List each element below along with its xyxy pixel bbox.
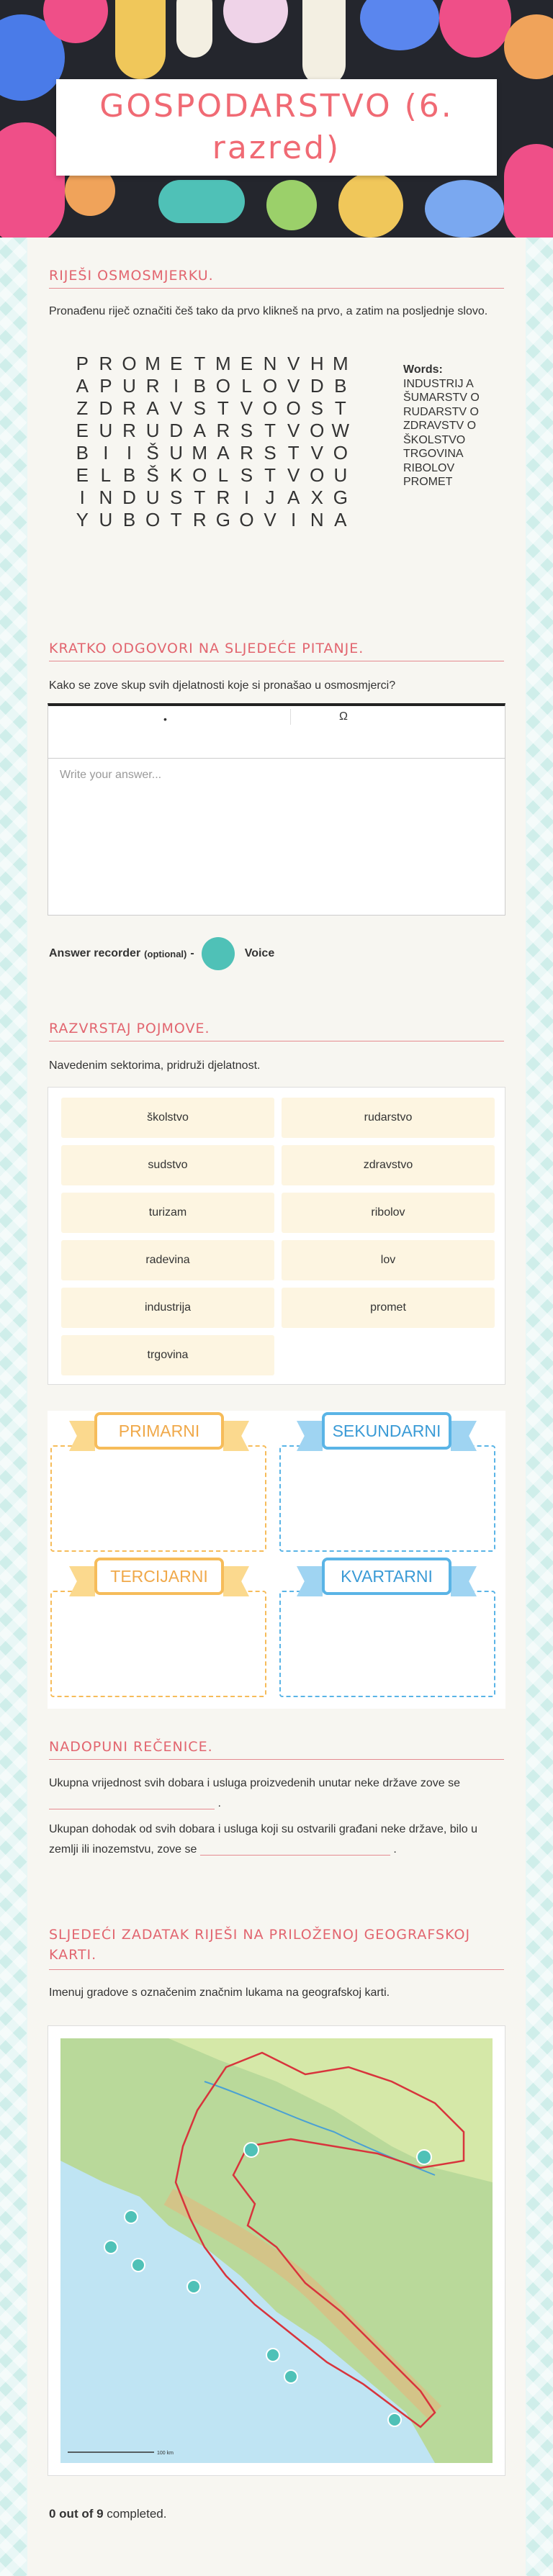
- dropzone-primarni[interactable]: [50, 1445, 266, 1552]
- decor-shape: [302, 0, 346, 86]
- ribbon-tail: [69, 1566, 95, 1596]
- scale-label: 100 km: [157, 2451, 174, 2456]
- grid-letter[interactable]: S: [264, 442, 276, 464]
- grid-letter[interactable]: B: [122, 464, 136, 486]
- grid-row: [71, 420, 352, 442]
- grid-letter[interactable]: V: [287, 464, 300, 486]
- fill-sentence-2: [49, 1820, 504, 1860]
- blank-input-1[interactable]: [49, 1797, 215, 1809]
- recorder-dash: -: [190, 947, 194, 959]
- decor-shape: [439, 0, 511, 58]
- grid-letter[interactable]: I: [79, 487, 85, 508]
- grid-letter[interactable]: T: [287, 442, 300, 464]
- grid-letter[interactable]: O: [310, 420, 325, 441]
- word-list-items: [403, 377, 482, 489]
- grid-letter[interactable]: O: [262, 375, 278, 397]
- grid-row: [71, 353, 352, 375]
- grid-letter[interactable]: M: [215, 353, 231, 374]
- draggable-chip[interactable]: zdravstvo: [282, 1145, 495, 1185]
- classify-instruction: Navedenim sektorima, pridruži djelatnost.: [49, 1059, 261, 1072]
- word-list-label: Words:: [403, 363, 443, 376]
- grid-letter[interactable]: O: [262, 397, 278, 419]
- grid-letter[interactable]: I: [243, 487, 250, 508]
- ribbon-primarni: [69, 1411, 249, 1451]
- section-title-fill-in: NADOPUNI REČENICE.: [49, 1739, 504, 1760]
- grid-letter[interactable]: U: [99, 509, 113, 530]
- port-marker[interactable]: [417, 2150, 431, 2164]
- grid-row: [71, 375, 352, 397]
- draggable-chip[interactable]: školstvo: [61, 1098, 274, 1138]
- port-marker[interactable]: [132, 2259, 145, 2272]
- grid-letter[interactable]: U: [145, 420, 160, 441]
- voice-record-button[interactable]: [202, 937, 235, 970]
- grid-letter[interactable]: T: [264, 464, 276, 486]
- chip-pool: [48, 1087, 505, 1385]
- grid-letter[interactable]: O: [122, 353, 137, 374]
- word-list-item: INDUSTRIJ A: [403, 377, 474, 390]
- grid-letter[interactable]: K: [170, 464, 183, 486]
- decor-shape: [0, 122, 65, 238]
- question-text: Kako se zove skup svih djelatnosti koje si pronašao u osmosmjerci?: [49, 679, 396, 692]
- grid-letter[interactable]: Y: [76, 509, 89, 530]
- grid-letter[interactable]: U: [333, 464, 348, 486]
- grid-letter[interactable]: S: [193, 397, 206, 419]
- draggable-chip[interactable]: trgovina: [61, 1335, 274, 1375]
- croatia-map: [60, 2038, 493, 2463]
- grid-letter[interactable]: R: [122, 420, 136, 441]
- grid-letter[interactable]: D: [169, 420, 184, 441]
- grid-letter[interactable]: B: [76, 442, 89, 464]
- port-marker[interactable]: [125, 2210, 138, 2223]
- word-list-item: ZDRAVSTV O: [403, 420, 477, 432]
- grid-letter[interactable]: T: [194, 487, 206, 508]
- sentence-text: Ukupan dohodak od svih dobara i usluga koji su ostvarili građani neke države, bilo u zemlji ili inozemstvu, zove se: [49, 1823, 478, 1856]
- grid-letter[interactable]: V: [240, 397, 253, 419]
- category-label: SEKUNDARNI: [322, 1412, 451, 1450]
- decor-shape: [266, 180, 317, 230]
- draggable-chip[interactable]: sudstvo: [61, 1145, 274, 1185]
- ribbon-tail: [451, 1421, 477, 1451]
- grid-letter[interactable]: T: [170, 509, 182, 530]
- grid-letter[interactable]: V: [287, 420, 300, 441]
- header-banner: [0, 0, 553, 238]
- grid-letter[interactable]: I: [174, 375, 179, 397]
- ribbon-tail: [69, 1421, 95, 1451]
- grid-letter[interactable]: L: [241, 375, 252, 397]
- grid-letter[interactable]: T: [264, 420, 276, 441]
- decor-shape: [504, 14, 553, 79]
- grid-letter[interactable]: D: [122, 487, 136, 508]
- section-title-map: SLJEDEĆI ZADATAK RIJEŠI NA PRILOŽENOJ GEOGRAFSKOJ KARTI.: [49, 1925, 504, 1970]
- grid-letter[interactable]: U: [122, 375, 136, 397]
- decor-shape: [115, 0, 166, 79]
- page-title: GOSPODARSTVO (6. razred): [99, 88, 454, 166]
- sentence-text: Ukupna vrijednost svih dobara i usluga proizvedenih unutar neke države zove se: [49, 1777, 461, 1789]
- wordsearch-instruction: Pronađenu riječ označiti češ tako da prvo klikneš na prvo, a zatim na posljednje slovo.: [49, 305, 488, 317]
- wordsearch-grid[interactable]: [71, 353, 352, 531]
- map-instruction: Imenuj gradove s označenim značnim lukama na geografskoj karti.: [49, 1987, 390, 1999]
- section-title-classify: RAZVRSTAJ POJMOVE.: [49, 1021, 504, 1041]
- grid-letter[interactable]: W: [331, 420, 350, 441]
- grid-letter[interactable]: R: [216, 487, 230, 508]
- draggable-chip[interactable]: rudarstvo: [282, 1098, 495, 1138]
- grid-letter[interactable]: A: [287, 487, 300, 508]
- decor-shape: [425, 180, 504, 238]
- grid-letter[interactable]: O: [286, 397, 301, 419]
- grid-letter[interactable]: O: [192, 464, 207, 486]
- grid-letter[interactable]: Š: [146, 442, 159, 464]
- grid-letter[interactable]: P: [76, 353, 89, 374]
- category-label: KVARTARNI: [322, 1558, 451, 1595]
- grid-letter[interactable]: S: [240, 464, 253, 486]
- draggable-chip[interactable]: radevina: [61, 1240, 274, 1280]
- grid-letter[interactable]: V: [264, 509, 276, 530]
- sentence-end: .: [217, 1797, 221, 1809]
- grid-letter[interactable]: S: [240, 420, 253, 441]
- draggable-chip[interactable]: turizam: [61, 1193, 274, 1233]
- grid-letter[interactable]: X: [310, 487, 323, 508]
- grid-letter[interactable]: M: [192, 442, 208, 464]
- grid-letter[interactable]: D: [99, 397, 113, 419]
- grid-letter[interactable]: B: [122, 509, 136, 530]
- draggable-chip[interactable]: promet: [282, 1288, 495, 1328]
- grid-letter[interactable]: R: [216, 420, 230, 441]
- grid-letter[interactable]: A: [217, 442, 230, 464]
- grid-letter[interactable]: H: [310, 353, 324, 374]
- grid-letter[interactable]: V: [287, 353, 300, 374]
- category-area: [48, 1411, 505, 1709]
- decor-shape: [223, 0, 288, 43]
- grid-row: [71, 487, 352, 509]
- grid-letter[interactable]: R: [122, 397, 136, 419]
- dropzone-tercijarni[interactable]: [50, 1591, 266, 1697]
- recorder-label: Answer recorder: [49, 947, 141, 959]
- recorder-optional: (optional): [144, 948, 187, 959]
- progress-status: [49, 2507, 166, 2521]
- worksheet: [27, 238, 526, 2576]
- word-list-item: PROMET: [403, 476, 453, 488]
- grid-row: [71, 397, 352, 420]
- port-marker[interactable]: [284, 2370, 297, 2383]
- progress-suffix: completed.: [107, 2507, 167, 2521]
- section-title-wordsearch: RIJEŠI OSMOSMJERKU.: [49, 268, 504, 289]
- grid-letter[interactable]: E: [76, 420, 89, 441]
- port-marker[interactable]: [104, 2241, 117, 2254]
- answer-recorder: [49, 937, 274, 970]
- map-container: [48, 2025, 505, 2476]
- grid-letter[interactable]: T: [194, 353, 206, 374]
- grid-letter[interactable]: L: [100, 464, 112, 486]
- grid-letter[interactable]: R: [99, 353, 113, 374]
- category-label: TERCIJARNI: [94, 1558, 224, 1595]
- dropzone-kvartarni[interactable]: [279, 1591, 495, 1697]
- section-title-short-answer: KRATKO ODGOVORI NA SLJEDEĆE PITANJE.: [49, 641, 504, 661]
- grid-letter[interactable]: U: [99, 420, 113, 441]
- word-list-item: TRGOVINA: [403, 448, 464, 460]
- grid-letter[interactable]: O: [239, 509, 254, 530]
- grid-letter[interactable]: V: [310, 442, 323, 464]
- blank-input-2[interactable]: [200, 1843, 390, 1856]
- grid-letter[interactable]: J: [265, 487, 275, 508]
- grid-letter[interactable]: O: [215, 375, 230, 397]
- draggable-chip[interactable]: industrija: [61, 1288, 274, 1328]
- grid-letter[interactable]: I: [126, 442, 132, 464]
- grid-letter[interactable]: U: [145, 487, 160, 508]
- grid-letter[interactable]: N: [99, 487, 113, 508]
- grid-letter[interactable]: A: [334, 509, 347, 530]
- voice-label: Voice: [244, 947, 275, 959]
- grid-row: [71, 442, 352, 464]
- grid-letter[interactable]: I: [291, 509, 297, 530]
- draggable-chip[interactable]: ribolov: [282, 1193, 495, 1233]
- ribbon-tail: [223, 1421, 249, 1451]
- grid-letter[interactable]: P: [99, 375, 112, 397]
- word-list-item: ŠKOLSTVO: [403, 433, 466, 446]
- bullet-list-button[interactable]: •: [163, 713, 167, 725]
- fill-sentence-1: [49, 1773, 504, 1814]
- special-char-button[interactable]: Ω: [339, 710, 348, 723]
- draggable-chip[interactable]: lov: [282, 1240, 495, 1280]
- decor-shape: [176, 0, 212, 58]
- title-card: [56, 79, 497, 176]
- grid-letter[interactable]: E: [170, 353, 183, 374]
- grid-letter[interactable]: M: [145, 353, 161, 374]
- decor-shape: [504, 144, 553, 238]
- port-marker[interactable]: [187, 2280, 200, 2293]
- ribbon-tail: [297, 1566, 323, 1596]
- grid-letter[interactable]: E: [240, 353, 253, 374]
- ribbon-tail: [297, 1421, 323, 1451]
- grid-letter[interactable]: O: [310, 464, 325, 486]
- grid-letter[interactable]: Š: [146, 464, 159, 486]
- category-label: PRIMARNI: [94, 1412, 224, 1450]
- grid-letter[interactable]: B: [193, 375, 206, 397]
- grid-letter[interactable]: R: [145, 375, 160, 397]
- dropzone-sekundarni[interactable]: [279, 1445, 495, 1552]
- grid-row: [71, 464, 352, 487]
- word-list-item: RUDARSTV O: [403, 405, 479, 418]
- ribbon-tail: [223, 1566, 249, 1596]
- grid-letter[interactable]: T: [334, 397, 346, 419]
- toolbar-divider: [290, 709, 291, 725]
- grid-letter[interactable]: O: [145, 509, 161, 530]
- grid-letter[interactable]: A: [193, 420, 206, 441]
- grid-letter[interactable]: N: [310, 509, 324, 530]
- grid-row: [71, 509, 352, 531]
- grid-letter[interactable]: S: [310, 397, 323, 419]
- grid-letter[interactable]: A: [146, 397, 159, 419]
- grid-letter[interactable]: V: [170, 397, 183, 419]
- grid-letter[interactable]: G: [215, 509, 230, 530]
- grid-letter[interactable]: D: [310, 375, 324, 397]
- grid-letter[interactable]: T: [217, 397, 229, 419]
- grid-letter[interactable]: Z: [76, 397, 89, 419]
- grid-letter[interactable]: R: [192, 509, 207, 530]
- grid-letter[interactable]: B: [334, 375, 347, 397]
- grid-letter[interactable]: O: [333, 442, 348, 464]
- grid-letter[interactable]: G: [333, 487, 348, 508]
- decor-shape: [158, 180, 245, 223]
- grid-letter[interactable]: R: [240, 442, 253, 464]
- grid-letter[interactable]: M: [332, 353, 349, 374]
- grid-letter[interactable]: A: [76, 375, 89, 397]
- port-marker[interactable]: [388, 2413, 401, 2426]
- decor-shape: [338, 173, 403, 238]
- decor-shape: [360, 0, 439, 50]
- progress-count: 0 out of 9: [49, 2507, 104, 2521]
- grid-letter[interactable]: L: [217, 464, 229, 486]
- port-marker[interactable]: [266, 2349, 279, 2362]
- grid-letter[interactable]: V: [287, 375, 300, 397]
- word-list-item: RIBOLOV: [403, 461, 455, 474]
- grid-letter[interactable]: U: [169, 442, 184, 464]
- word-list-item: ŠUMARSTV O: [403, 392, 480, 404]
- grid-letter[interactable]: E: [76, 464, 89, 486]
- port-marker[interactable]: [244, 2143, 258, 2157]
- ribbon-tercijarni: [69, 1556, 249, 1596]
- answer-toolbar: [48, 703, 505, 758]
- ribbon-kvartarni: [297, 1556, 477, 1596]
- grid-letter[interactable]: I: [103, 442, 109, 464]
- word-list: [403, 363, 482, 489]
- sentence-end: .: [393, 1843, 397, 1856]
- answer-textarea[interactable]: Write your answer...: [48, 758, 505, 916]
- ribbon-tail: [451, 1566, 477, 1596]
- grid-letter[interactable]: N: [263, 353, 277, 374]
- grid-letter[interactable]: S: [170, 487, 183, 508]
- ribbon-sekundarni: [297, 1411, 477, 1451]
